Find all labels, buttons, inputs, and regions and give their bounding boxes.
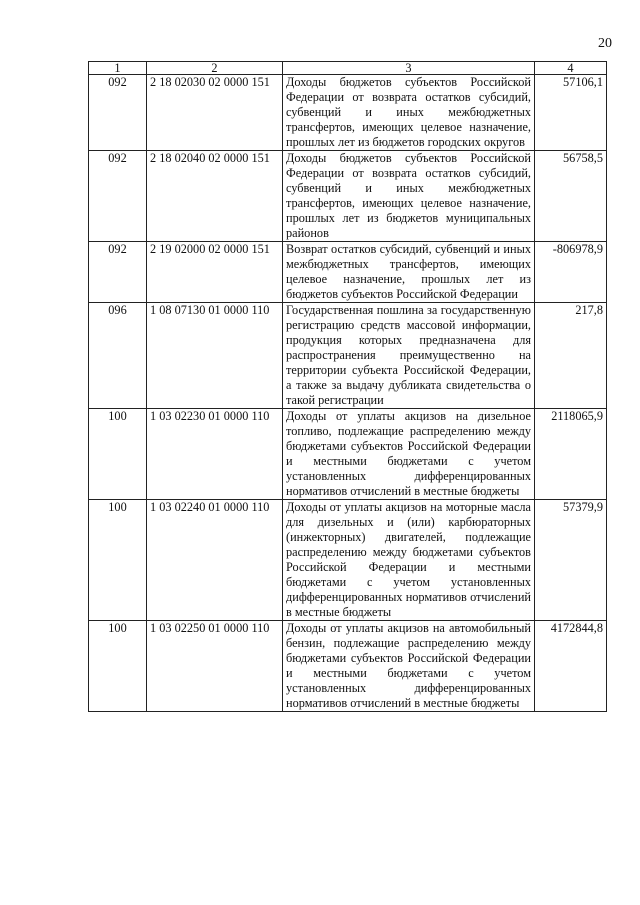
amount-cell: 57106,1 xyxy=(535,75,607,151)
table-row xyxy=(89,75,607,151)
admin-code-cell: 092 xyxy=(89,242,147,303)
revenue-name-cell: Доходы от уплаты акцизов на дизельное топливо, подлежащие распределению между бюджетами субъектов Российской Федерации и местными бюджетами с учетом установленных дифференцированных нормативов отчислений в местные бюджеты xyxy=(283,409,535,500)
table-row xyxy=(89,409,607,500)
admin-code-cell: 100 xyxy=(89,500,147,621)
revenue-name-cell: Доходы от уплаты акцизов на автомобильный бензин, подлежащие распределению между бюджетами субъектов Российской Федерации и местными бюджетами с учетом установленных дифференцированных нормативов отчислений в местные бюджеты xyxy=(283,621,535,712)
kbk-code-cell: 2 18 02040 02 0000 151 xyxy=(147,151,283,242)
table-row xyxy=(89,151,607,242)
table-row xyxy=(89,303,607,409)
kbk-code-cell: 1 03 02240 01 0000 110 xyxy=(147,500,283,621)
revenue-name-cell: Доходы бюджетов субъектов Российской Федерации от возврата остатков субсидий, субвенций и иных межбюджетных трансфертов, имеющих целевое назначение, прошлых лет из бюджетов городских округов xyxy=(283,75,535,151)
amount-cell: 56758,5 xyxy=(535,151,607,242)
revenue-name-cell: Доходы от уплаты акцизов на моторные масла для дизельных и (или) карбюраторных (инжекторных) двигателей, подлежащие распределению между бюджетами субъектов Российской Федерации и местными бюджетами с учетом установленных дифференцированных нормативов отчислений в местные бюджеты xyxy=(283,500,535,621)
admin-code-cell: 096 xyxy=(89,303,147,409)
header-col-1: 1 xyxy=(89,62,147,75)
amount-cell: -806978,9 xyxy=(535,242,607,303)
table-row xyxy=(89,242,607,303)
header-col-4: 4 xyxy=(535,62,607,75)
page-number: 20 xyxy=(598,36,612,51)
amount-cell: 217,8 xyxy=(535,303,607,409)
kbk-code-cell: 2 19 02000 02 0000 151 xyxy=(147,242,283,303)
kbk-code-cell: 2 18 02030 02 0000 151 xyxy=(147,75,283,151)
admin-code-cell: 092 xyxy=(89,75,147,151)
header-col-2: 2 xyxy=(147,62,283,75)
amount-cell: 2118065,9 xyxy=(535,409,607,500)
admin-code-cell: 100 xyxy=(89,621,147,712)
table-row xyxy=(89,621,607,712)
admin-code-cell: 100 xyxy=(89,409,147,500)
amount-cell: 4172844,8 xyxy=(535,621,607,712)
kbk-code-cell: 1 03 02250 01 0000 110 xyxy=(147,621,283,712)
revenue-name-cell: Возврат остатков субсидий, субвенций и иных межбюджетных трансфертов, имеющих целевое назначение, прошлых лет из бюджетов субъектов Российской Федерации xyxy=(283,242,535,303)
table-header-row xyxy=(89,62,607,75)
revenue-name-cell: Доходы бюджетов субъектов Российской Федерации от возврата остатков субсидий, субвенций и иных межбюджетных трансфертов, имеющих целевое назначение, прошлых лет из бюджетов муниципальных районов xyxy=(283,151,535,242)
kbk-code-cell: 1 03 02230 01 0000 110 xyxy=(147,409,283,500)
amount-cell: 57379,9 xyxy=(535,500,607,621)
header-col-3: 3 xyxy=(283,62,535,75)
kbk-code-cell: 1 08 07130 01 0000 110 xyxy=(147,303,283,409)
admin-code-cell: 092 xyxy=(89,151,147,242)
revenue-name-cell: Государственная пошлина за государственную регистрацию средств массовой информации, продукция которых предназначена для распространения преимущественно на территории субъекта Российской Федерации, а также за выдачу дубликата свидетельства о такой регистрации xyxy=(283,303,535,409)
table-row xyxy=(89,500,607,621)
revenue-table xyxy=(88,61,607,712)
